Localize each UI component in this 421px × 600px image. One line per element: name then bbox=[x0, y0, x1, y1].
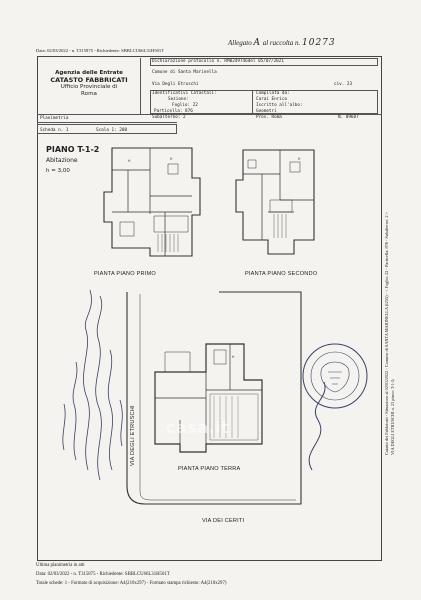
caption-piano-secondo: PIANTA PIANO SECONDO bbox=[245, 271, 318, 277]
via-text: Via Degli Etruschi bbox=[152, 82, 199, 87]
caption-piano-primo: PIANTA PIANO PRIMO bbox=[94, 271, 156, 277]
plan-piano-secondo bbox=[236, 150, 314, 254]
albo-text: Geometri bbox=[256, 109, 277, 114]
dichiarazione-text: Dichiarazione protocollo n. RM0249746del 05/07/2021 bbox=[152, 59, 284, 64]
sezione-label: Sezione: bbox=[168, 97, 189, 102]
caption-via-ceriti: VIA DEI CERITI bbox=[202, 518, 245, 524]
provincia-text: Prov. Roma bbox=[256, 115, 282, 120]
iscritto-label: Iscritto all'albo: bbox=[256, 103, 303, 108]
civico-text: civ. 23 bbox=[334, 82, 353, 87]
header-request-line: Data: 02/03/2022 - n. T315875 - Richiedente: SBBLCU66L31H501T bbox=[36, 48, 165, 53]
footer-totale-schede: Totale schede: 1 - Formato di acquisizione: A4(210x297) - Formato stampa richiesto: A4(210x297) bbox=[36, 581, 227, 586]
numero-iscrizione: N. 09607 bbox=[338, 115, 359, 120]
agency-catasto: CATASTO FABBRICATI bbox=[50, 76, 128, 84]
watermark: casa.it bbox=[166, 418, 230, 437]
footer-request-line: Data: 02/03/2022 - n. T315875 - Richiedente: SBBLCU66L31H501T bbox=[36, 572, 170, 577]
caption-piano-terra: PIANTA PIANO TERRA bbox=[178, 466, 241, 472]
compilatore-name: Carai Enrico bbox=[256, 97, 288, 102]
agency-ufficio: Ufficio Provinciale di bbox=[60, 84, 118, 90]
agency-city: Roma bbox=[81, 91, 97, 97]
side-situation-text bbox=[384, 212, 395, 455]
floor-title: PIANO T-1-2 bbox=[46, 145, 100, 154]
plan-piano-primo bbox=[104, 148, 200, 256]
particella-text: Particella: 876 bbox=[154, 109, 193, 114]
comune-text: Comune di Santa Marinella bbox=[152, 70, 217, 75]
allegato-letter: A bbox=[253, 38, 261, 48]
room-label: H bbox=[128, 159, 131, 163]
room-label: H bbox=[298, 157, 301, 161]
identificativi-label: Identificativi Catastali: bbox=[152, 91, 217, 96]
room-label: H bbox=[170, 157, 173, 161]
scala-text: Scala 1: 200 bbox=[96, 128, 128, 133]
subalterno-text: Subalterno: 2 bbox=[152, 115, 186, 120]
allegato-raccolta-label: al raccolta n. bbox=[262, 39, 301, 47]
room-label: H bbox=[232, 355, 235, 359]
planimetria-label: Planimetria bbox=[40, 116, 69, 121]
floor-type: Abitazione bbox=[46, 157, 78, 164]
stamp-signature bbox=[309, 382, 325, 470]
side-text-line: Catasto dei Fabbricati - Situazione al 02/03/2022 - Comune di SANTA MARINELLA (I255) - < Foglio: 22 - Particella: 876 - Subalterno: 2 > bbox=[384, 211, 389, 455]
compilata-label: Compilata da: bbox=[256, 91, 290, 96]
agency-name: Agenzia delle Entrate bbox=[55, 70, 123, 76]
allegato-label: Allegato bbox=[228, 39, 252, 47]
notary-stamp bbox=[303, 344, 367, 408]
plan-piano-terra bbox=[127, 292, 301, 504]
floor-height: h = 3,00 bbox=[46, 168, 70, 174]
caption-via-etruschi: VIA DEGLI ETRUSCHI bbox=[130, 405, 136, 466]
side-text-line: VIA DEGLI ETRUSCHI n. 23 piano: T-1-2; bbox=[389, 378, 395, 455]
footer-ultima-planimetria: Ultima planimetria in atti bbox=[36, 563, 85, 568]
allegato-number: 10273 bbox=[302, 38, 336, 48]
foglio-text: Foglio: 22 bbox=[172, 103, 198, 108]
handwritten-signatures bbox=[63, 290, 122, 480]
scheda-number: Scheda n. 1 bbox=[40, 128, 69, 133]
